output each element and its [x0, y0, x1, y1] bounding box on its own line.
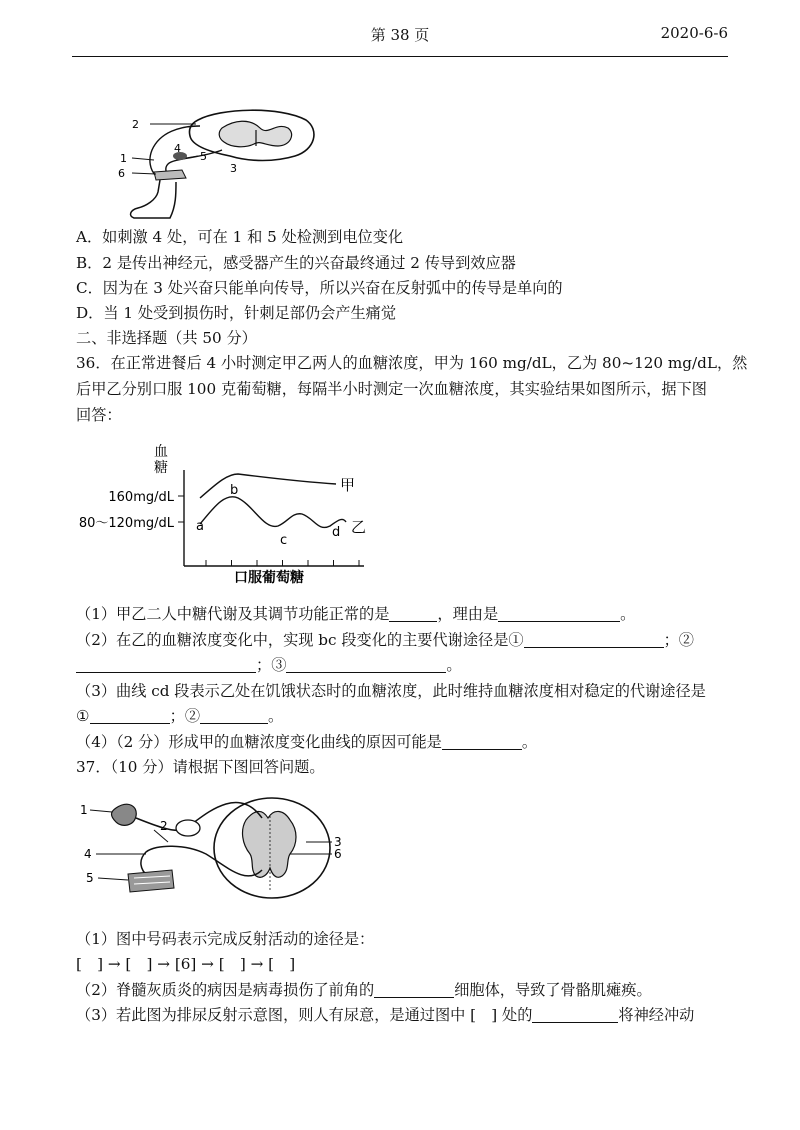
q36-sub2-blank3[interactable] — [286, 656, 446, 673]
fig2-label-2: 2 — [160, 819, 168, 833]
y-tick-80-120: 80～120mg/dL — [78, 516, 174, 531]
q36-sub1-blank2[interactable] — [498, 605, 620, 622]
fig2-label-3: 3 — [334, 835, 342, 849]
q37-sub2-text-b: 细胞体，导致了骨骼肌瘫痪。 — [454, 981, 652, 999]
q35-option-c: C．因为在 3 处兴奋只能单向传导，所以兴奋在反射弧中的传导是单向的 — [76, 279, 563, 297]
point-d-label: d — [332, 525, 341, 540]
q36-sub2-blank2[interactable] — [76, 656, 256, 673]
series-yi-label: 乙 — [351, 518, 367, 536]
q36-sub3: （3）曲线 cd 段表示乙处在饥饿状态时的血糖浓度，此时维持血糖浓度相对稳定的代谢途径是 — [76, 682, 706, 700]
q36-sub3-blank1[interactable] — [90, 707, 170, 724]
point-b-label: b — [230, 483, 239, 498]
fig1-label-1: 1 — [120, 152, 127, 165]
q36-sub1 — [76, 603, 635, 625]
section-title: 二、非选择题（共 50 分） — [76, 329, 257, 347]
header-date: 2020-6-6 — [660, 24, 728, 42]
q36-sub3-text-d: 。 — [268, 707, 284, 725]
fig2-label-1: 1 — [80, 803, 88, 817]
spinal-reflex-figure — [76, 790, 366, 910]
q36-sub1-text-c: 。 — [620, 605, 636, 623]
point-a-label: a — [196, 519, 204, 534]
q36-stem-line3: 回答： — [76, 406, 122, 424]
fig2-label-4: 4 — [84, 847, 92, 861]
q37-stem: 37．（10 分）请根据下图回答问题。 — [76, 758, 325, 776]
q37-sub3-text-a: （3）若此图为排尿反射示意图，则人有尿意，是通过图中 [ ] 处的 — [76, 1006, 533, 1024]
series-yi-line — [200, 497, 346, 528]
chart-xlabel: 口服葡萄糖 — [234, 570, 304, 586]
series-jia-label: 甲 — [340, 476, 356, 494]
fig1-label-4: 4 — [174, 142, 181, 155]
page-number: 第 38 页 — [370, 26, 430, 44]
point-c-label: c — [280, 533, 288, 548]
series-jia-line — [200, 474, 336, 498]
q35-option-a: A．如刺激 4 处，可在 1 和 5 处检测到电位变化 — [76, 228, 404, 246]
q37-sub2-blank[interactable] — [374, 981, 454, 998]
q36-sub2 — [76, 629, 694, 651]
q36-sub1-blank1[interactable] — [389, 605, 437, 622]
q37-sub1: （1）图中号码表示完成反射活动的途径是： — [76, 930, 375, 948]
q36-sub2-blank1[interactable] — [524, 631, 664, 648]
q36-sub2-text-b: ；② — [663, 631, 694, 649]
q36-sub2-cont — [76, 654, 462, 676]
q36-sub2-text-a: （2）在乙的血糖浓度变化中，实现 bc 段变化的主要代谢途径是① — [76, 631, 524, 649]
fig1-label-5: 5 — [200, 150, 207, 163]
x-ticks — [206, 560, 359, 566]
q36-sub3-text-c: ；② — [169, 707, 200, 725]
q36-sub4-blank[interactable] — [442, 733, 522, 750]
q36-stem-line1: 36．在正常进餐后 4 小时测定甲乙两人的血糖浓度，甲为 160 mg/dL，乙为 80~120 mg/dL，然 — [76, 354, 748, 372]
q35-option-b: B．2 是传出神经元，感受器产生的兴奋最终通过 2 传导到效应器 — [76, 254, 516, 272]
q37-sub3 — [76, 1004, 694, 1026]
fig2-label-5: 5 — [86, 871, 94, 885]
q37-sub1-path: [ ] → [ ] → [6] → [ ] → [ ] — [76, 955, 296, 973]
blood-glucose-chart — [74, 440, 384, 590]
q35-option-d: D．当 1 处受到损伤时，针刺足部仍会产生痛觉 — [76, 304, 397, 322]
q36-sub4-text-a: （4）（2 分）形成甲的血糖浓度变化曲线的原因可能是 — [76, 733, 442, 751]
reflex-arc-figure — [110, 106, 320, 221]
q36-sub1-text-a: （1）甲乙二人中糖代谢及其调节功能正常的是 — [76, 605, 390, 623]
q36-sub3-blank2[interactable] — [200, 707, 268, 724]
q37-sub3-blank[interactable] — [532, 1006, 618, 1023]
q37-sub2 — [76, 979, 652, 1001]
fig2-label-6: 6 — [334, 847, 342, 861]
q36-stem-line2: 后甲乙分别口服 100 克葡萄糖，每隔半小时测定一次血糖浓度，其实验结果如图所示，据下图 — [76, 380, 707, 398]
q36-sub1-text-b: ，理由是 — [437, 605, 499, 623]
q36-sub2-text-d: 。 — [446, 656, 462, 674]
chart-ylabel-char: 血 — [154, 444, 168, 460]
q36-sub3-cont — [76, 705, 283, 727]
q37-sub3-text-b: 将神经冲动 — [618, 1006, 695, 1024]
fig1-label-3: 3 — [230, 162, 237, 175]
chart-ylabel-char: 糖 — [154, 460, 168, 476]
q37-sub2-text-a: （2）脊髓灰质炎的病因是病毒损伤了前角的 — [76, 981, 375, 999]
page-header — [72, 8, 728, 57]
fig1-label-6: 6 — [118, 167, 125, 180]
q36-sub2-text-c: ；③ — [256, 656, 287, 674]
q36-sub3-text-b: ① — [76, 707, 90, 725]
q36-sub4 — [76, 731, 537, 753]
y-tick-160: 160mg/dL — [108, 490, 174, 505]
fig1-label-2: 2 — [132, 118, 139, 131]
q36-sub4-text-b: 。 — [521, 733, 538, 751]
